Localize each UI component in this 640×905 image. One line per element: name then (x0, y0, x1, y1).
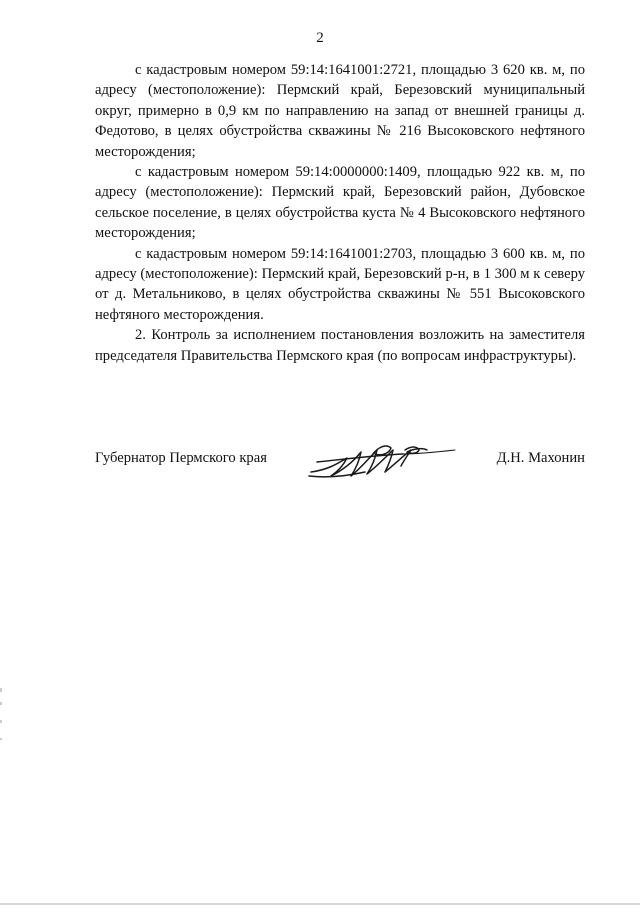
paragraph-control-clause: 2. Контроль за исполнением постановления возложить на заместителя председателя Правительства Пермского края (по вопросам инфраструктуры). (95, 327, 585, 364)
paragraph-plot-1409: с кадастровым номером 59:14:0000000:1409, площадью 922 кв. м, по адресу (местоположение): Пермский край, Березовский район, Дубовское сельское поселение, в целях обустройства куста № 4 Высоковского нефтяного месторождения; (95, 164, 585, 242)
scan-edge-marks (0, 680, 4, 780)
handwritten-signature (307, 440, 457, 482)
document-body (95, 60, 585, 366)
signature-block (95, 450, 585, 490)
page-number: 2 (316, 30, 324, 46)
paragraph-plot-2721: с кадастровым номером 59:14:1641001:2721, площадью 3 620 кв. м, по адресу (местоположение): Пермский край, Березовский муниципальный округ, примерно в 0,9 км по направлению на запад от внешней границы д. Федотово, в целях обустройства скважины № 216 Высоковского нефтяного месторождения; (95, 62, 585, 160)
signatory-title: Губернатор Пермского края (95, 450, 267, 466)
paragraph-plot-2703: с кадастровым номером 59:14:1641001:2703, площадью 3 600 кв. м, по адресу (местоположение): Пермский край, Березовский р-н, в 1 300 м к северу от д. Метальниково, в целях обустройства скважины № 551 Высоковского нефтяного месторождения. (95, 245, 585, 323)
signatory-name: Д.Н. Махонин (496, 450, 585, 466)
